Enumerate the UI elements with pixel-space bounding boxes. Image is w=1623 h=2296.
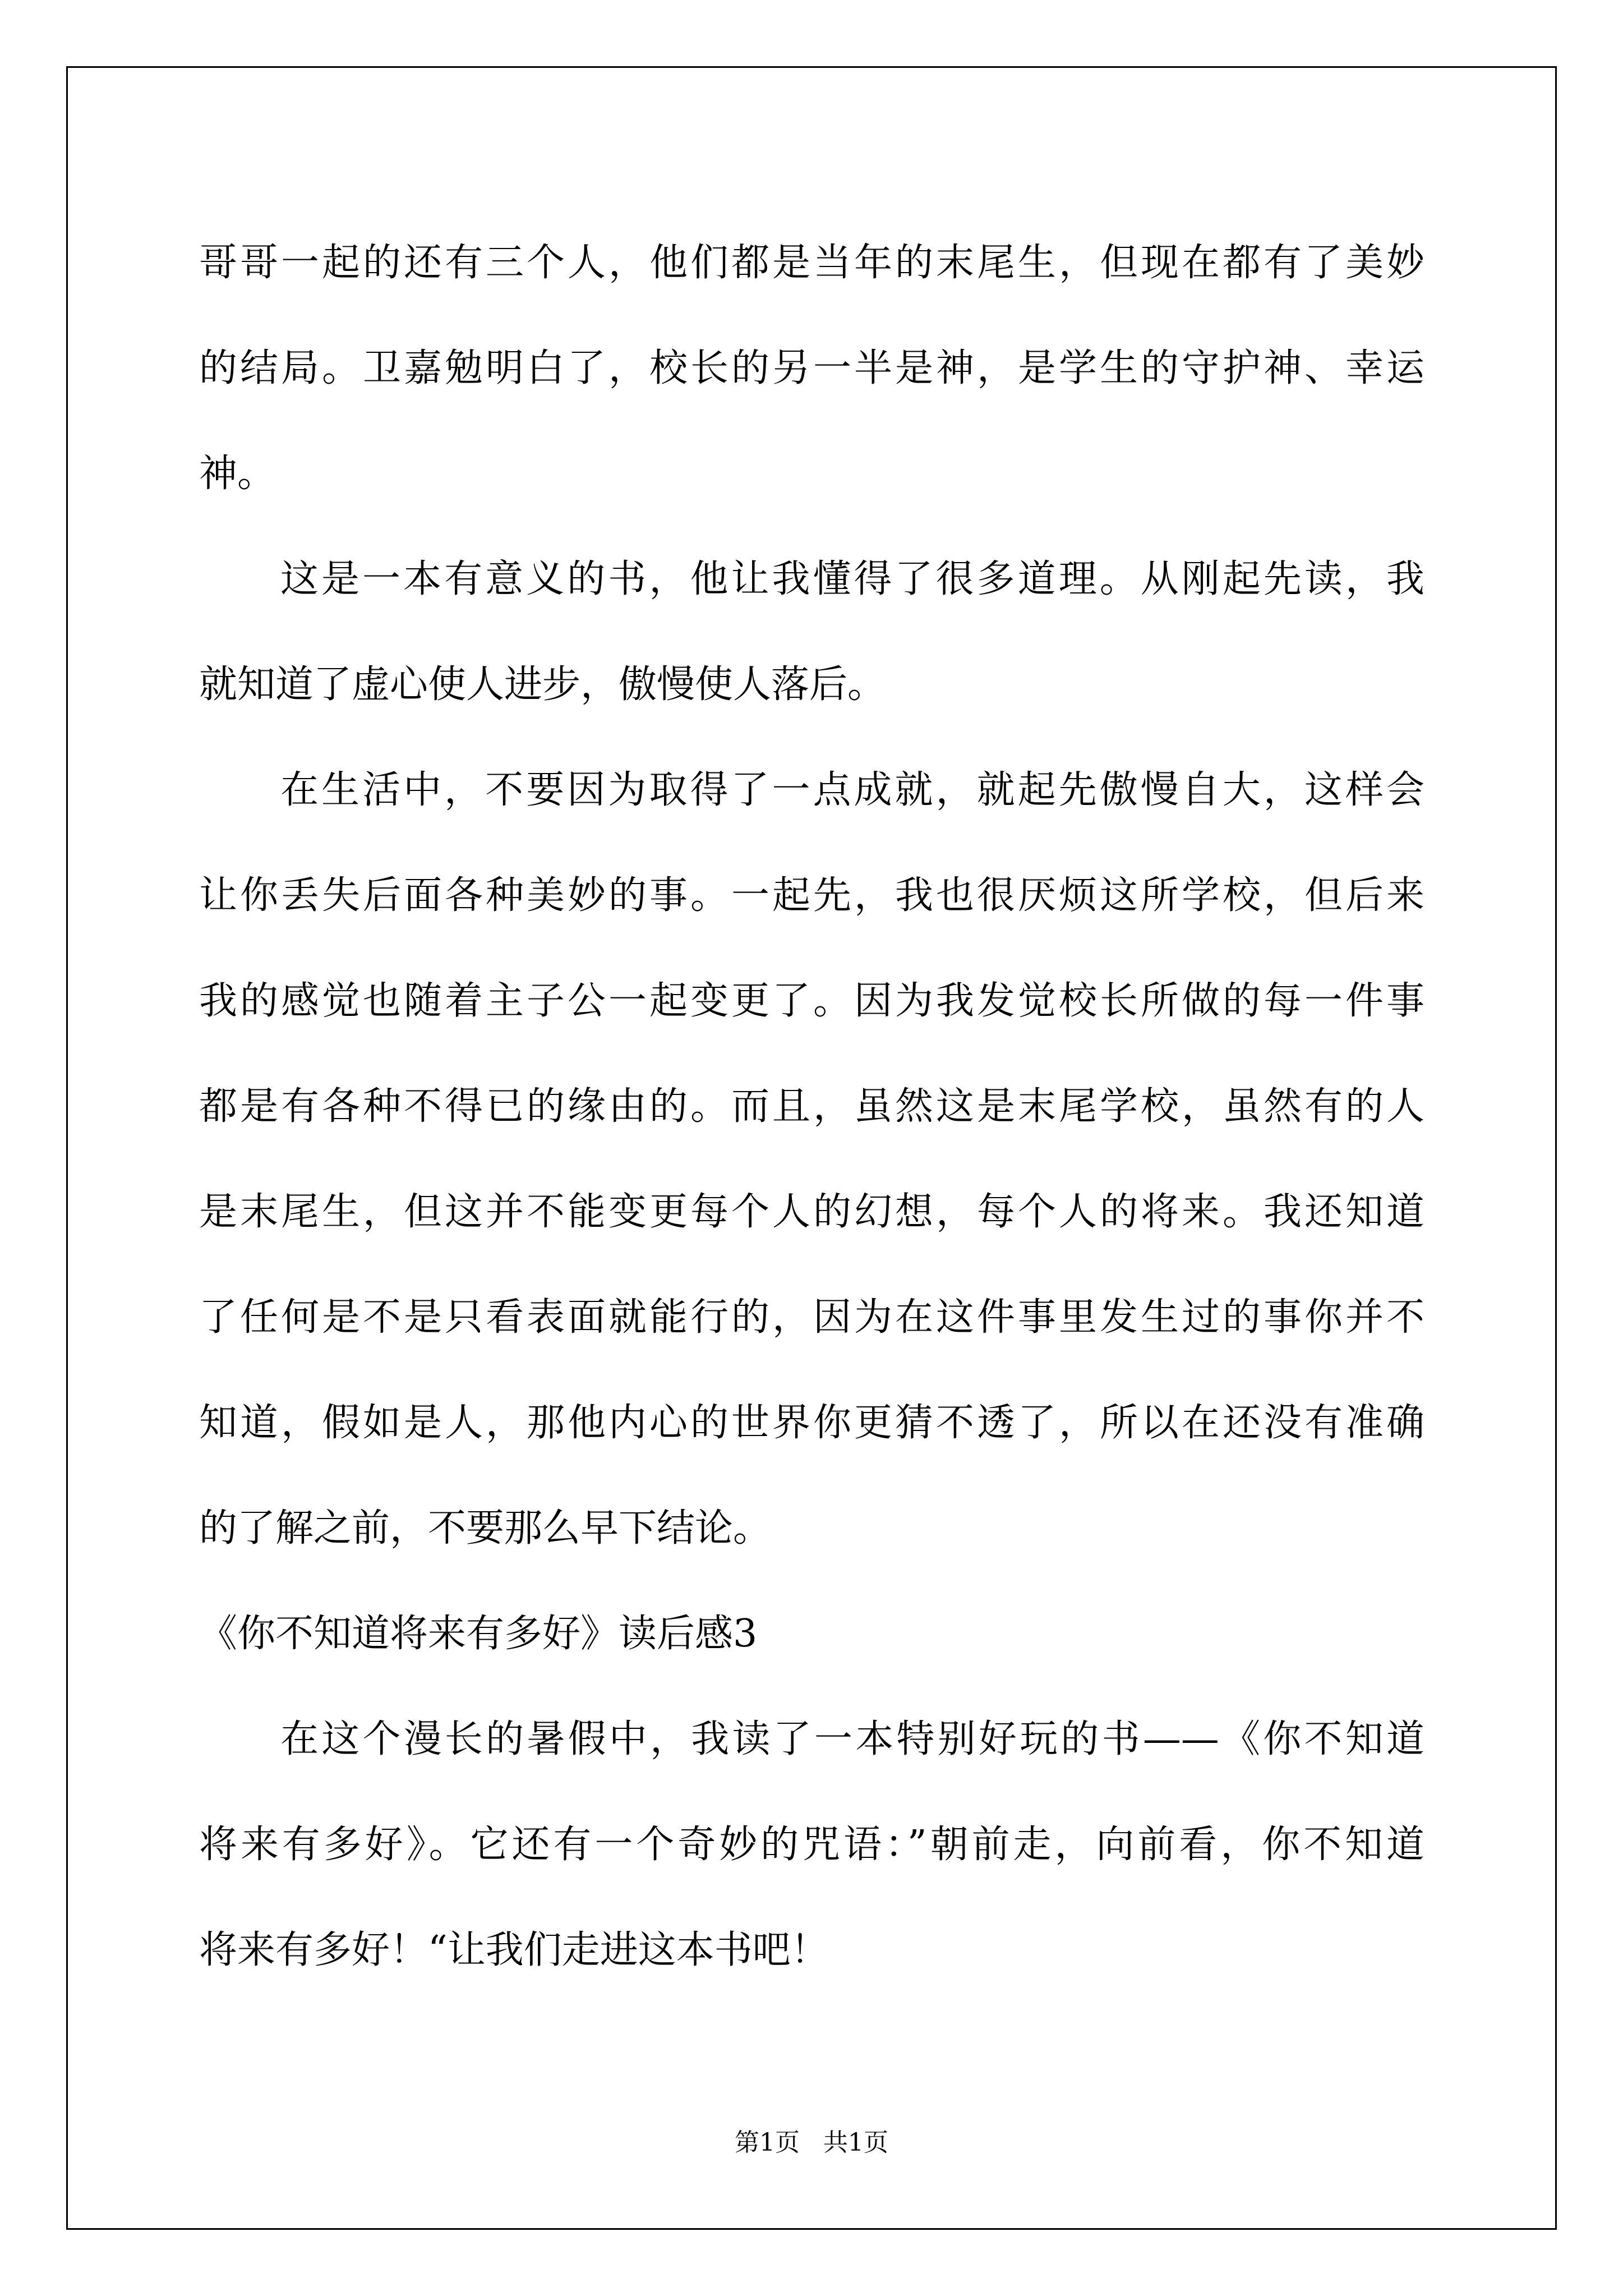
document-body [199, 210, 1424, 2003]
body-line: 就知道了虚心使人进步，傲慢使人落后。 [199, 662, 886, 707]
body-line: 将来有多好！“让我们走进这本书吧！ [199, 1928, 829, 1972]
body-line: 是末尾生，但这并不能变更每个人的幻想，每个人的将来。我还知道 [199, 1190, 1424, 1234]
body-line: 让你丢失后面各种美妙的事。一起先，我也很厌烦这所学校，但后来 [199, 873, 1424, 918]
body-line: 都是有各种不得已的缘由的。而且，虽然这是末尾学校，虽然有的人 [199, 1084, 1424, 1129]
page-number: 第1页 [735, 2128, 800, 2157]
body-line: 了任何是不是只看表面就能行的，因为在这件事里发生过的事你并不 [199, 1295, 1424, 1340]
body-line: 在这个漫长的暑假中，我读了一本特别好玩的书——《你不知道 [280, 1717, 1424, 1761]
body-line: 的了解之前，不要那么早下结论。 [199, 1506, 772, 1550]
body-line: 我的感觉也随着主子公一起变更了。因为我发觉校长所做的每一件事 [199, 979, 1424, 1023]
body-line: 神。 [199, 452, 276, 496]
body-line: 这是一本有意义的书，他让我懂得了很多道理。从刚起先读，我 [280, 557, 1424, 601]
section-heading: 《你不知道将来有多好》读后感3 [199, 1612, 758, 1656]
body-line: 的结局。卫嘉勉明白了，校长的另一半是神，是学生的守护神、幸运 [199, 346, 1424, 390]
body-line: 将来有多好》。它还有一个奇妙的咒语：”朝前走，向前看，你不知道 [199, 1823, 1424, 1867]
page-total: 共1页 [823, 2128, 888, 2157]
page-footer [0, 2126, 1623, 2160]
body-line: 知道，假如是人，那他内心的世界你更猜不透了，所以在还没有准确 [199, 1401, 1424, 1445]
body-line: 在生活中，不要因为取得了一点成就，就起先傲慢自大，这样会 [280, 768, 1424, 812]
body-line: 哥哥一起的还有三个人，他们都是当年的末尾生，但现在都有了美妙 [199, 241, 1424, 285]
